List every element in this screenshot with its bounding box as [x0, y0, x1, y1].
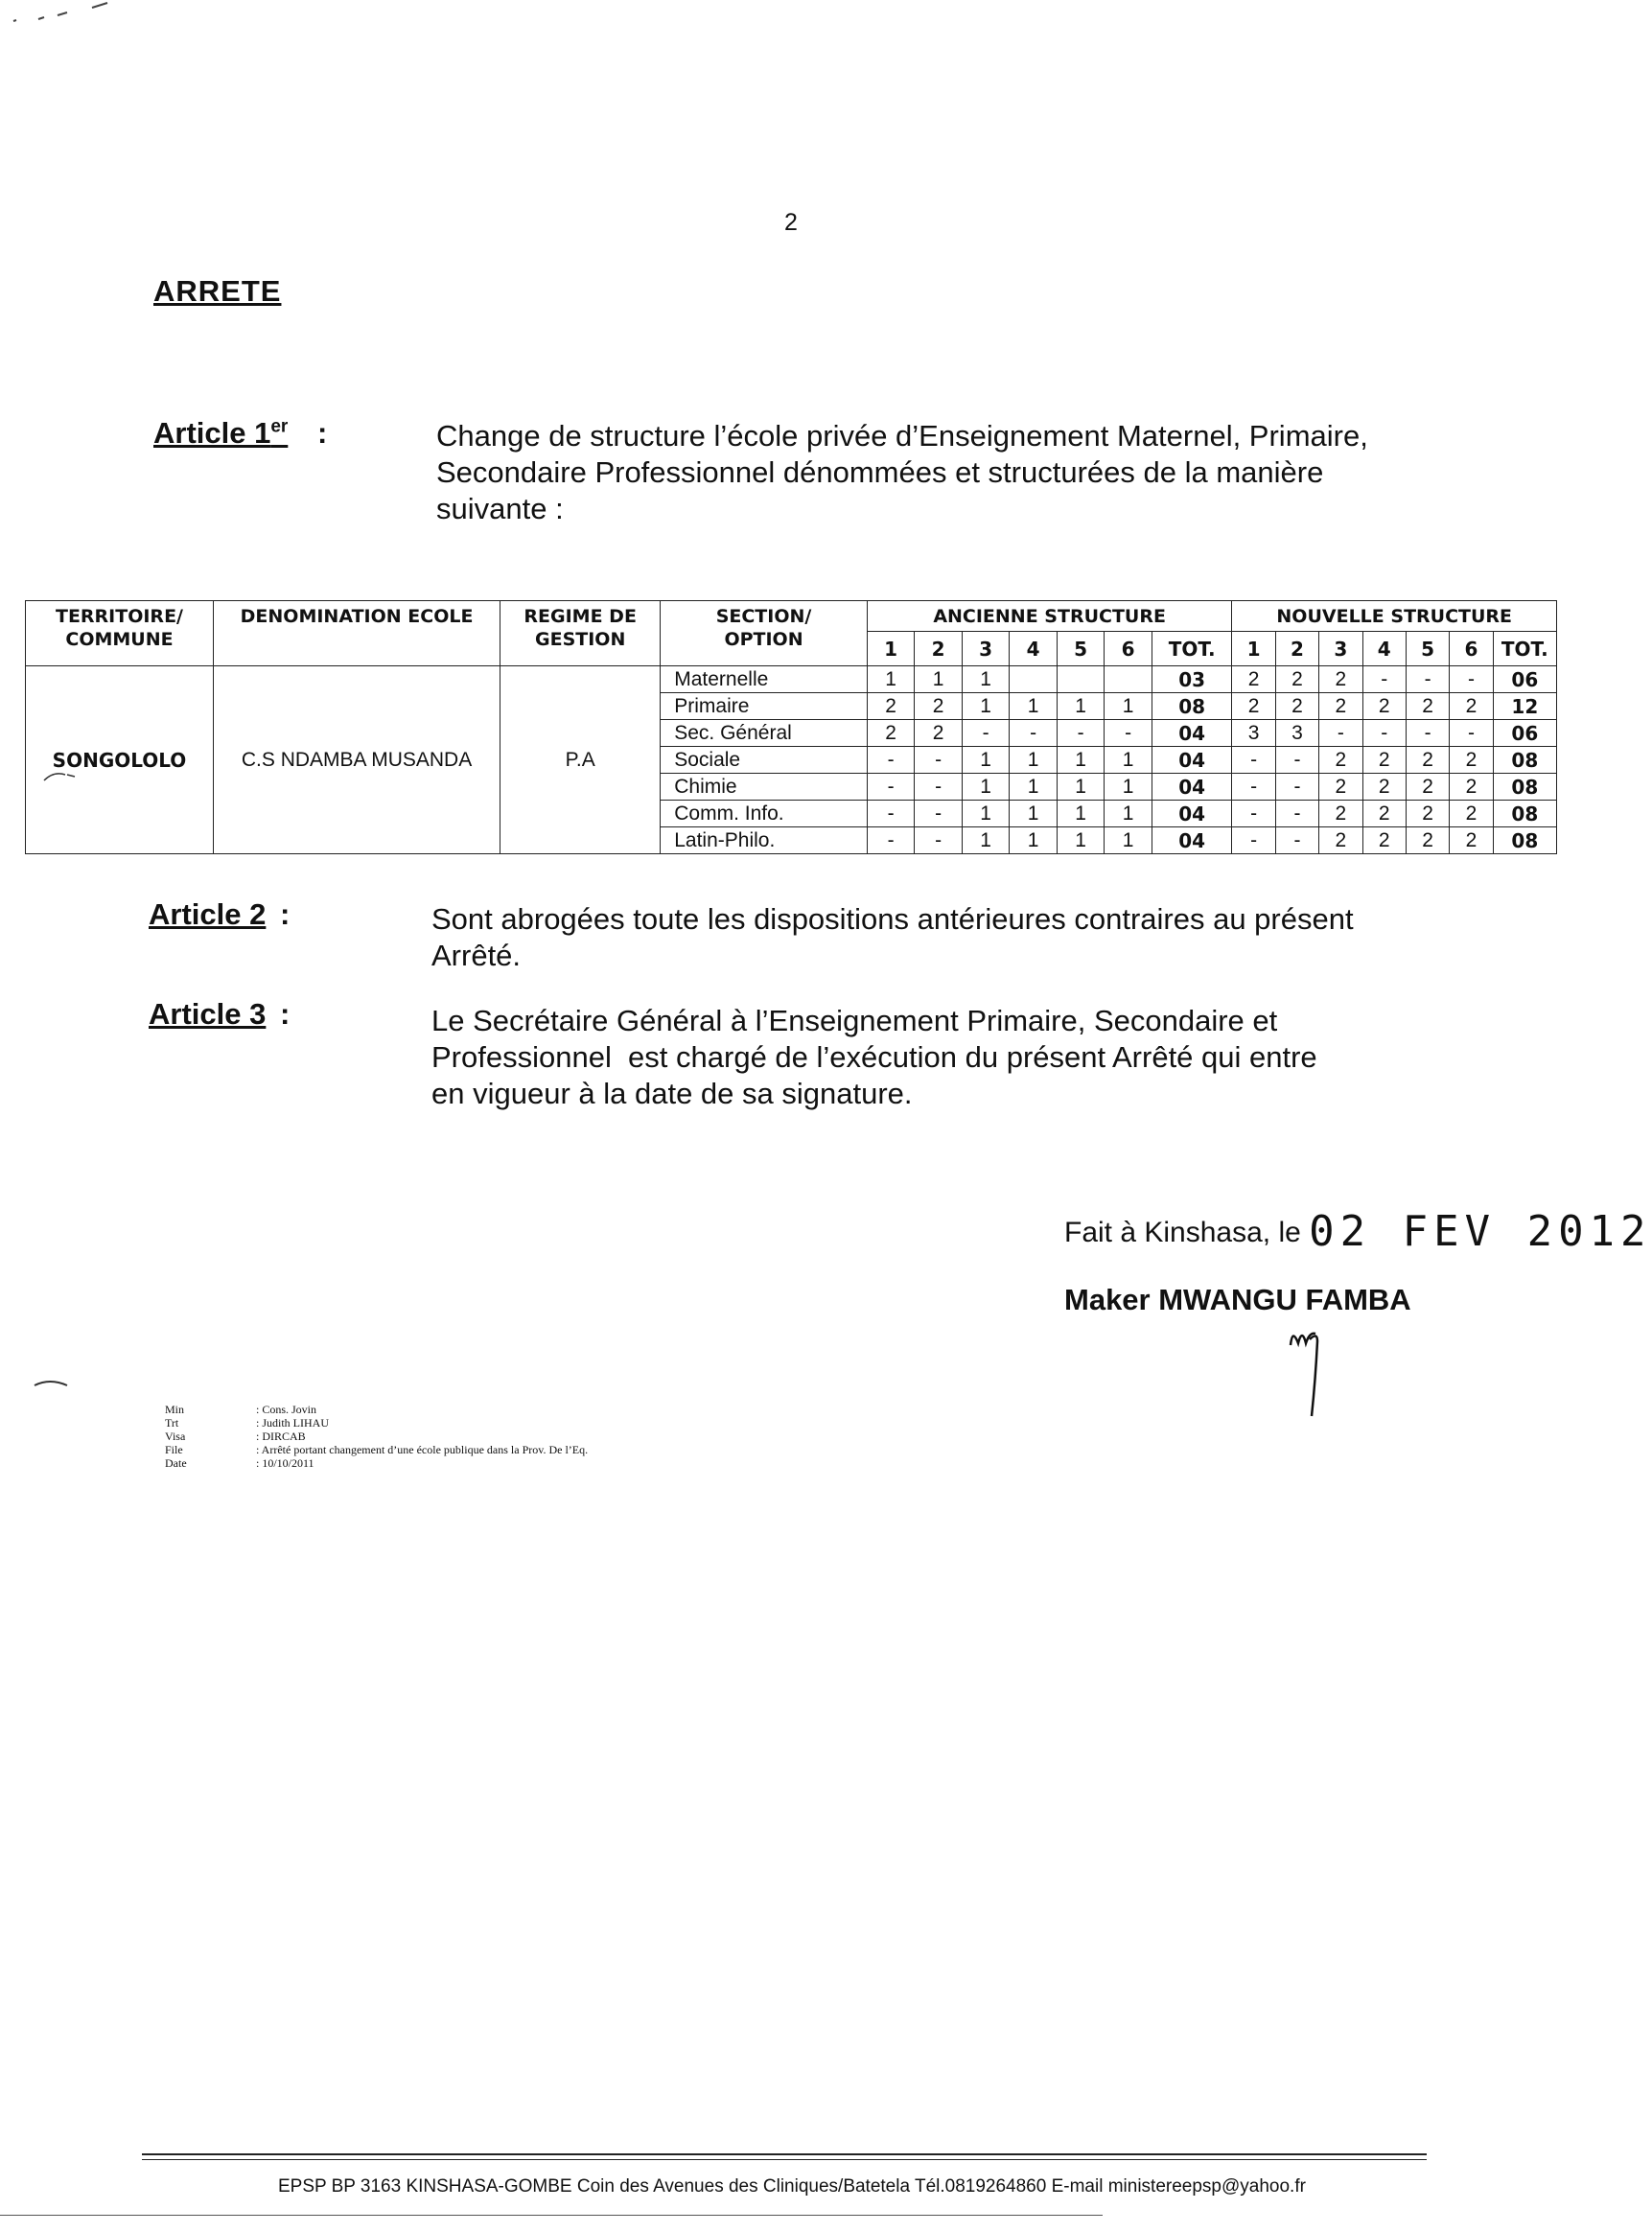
cell-ancienne-class-2: -: [915, 774, 963, 801]
cell-ancienne-class-5: 1: [1057, 774, 1105, 801]
text-line: Change de structure l’école privée d’Enseignement Maternel, Primaire,: [436, 419, 1368, 453]
metadata-value: : DIRCAB: [256, 1430, 306, 1443]
header-class-3: 3: [1319, 632, 1362, 666]
article-3-label: Article 3 :: [149, 997, 291, 1031]
header-section: SECTION/ OPTION: [661, 601, 868, 666]
cell-nouvelle-class-6: 2: [1450, 693, 1493, 720]
cell-ancienne-total: 03: [1152, 666, 1232, 693]
header-tot: TOT.: [1493, 632, 1556, 666]
cell-nouvelle-class-4: 2: [1362, 827, 1406, 854]
cell-ancienne-class-3: 1: [962, 693, 1010, 720]
bottom-divider: [0, 2215, 1103, 2216]
cell-ancienne-class-4: 1: [1010, 747, 1058, 774]
footer-address: EPSP BP 3163 KINSHASA-GOMBE Coin des Avenues des Cliniques/Batetela Tél.0819264860 E-mail ministereepsp@yahoo.fr: [278, 2176, 1306, 2197]
header-denomination: DENOMINATION ECOLE: [213, 601, 500, 666]
cell-nouvelle-total: 06: [1493, 720, 1556, 747]
header-territoire: TERRITOIRE/ COMMUNE: [26, 601, 214, 666]
cell-nouvelle-class-2: 2: [1275, 693, 1318, 720]
header-tot: TOT.: [1152, 632, 1232, 666]
scan-marks: [0, 0, 134, 38]
metadata-key: Min: [165, 1403, 185, 1416]
cell-territoire: SONGOLOLO: [26, 666, 214, 854]
cell-nouvelle-class-1: -: [1232, 801, 1275, 827]
cell-ancienne-class-6: 1: [1105, 747, 1152, 774]
cell-nouvelle-class-3: 2: [1319, 666, 1362, 693]
cell-nouvelle-class-3: 2: [1319, 774, 1362, 801]
cell-ancienne-class-2: 2: [915, 720, 963, 747]
cell-ancienne-class-2: -: [915, 747, 963, 774]
cell-ancienne-class-4: 1: [1010, 827, 1058, 854]
metadata-key: File: [165, 1443, 183, 1456]
cell-nouvelle-class-2: 3: [1275, 720, 1318, 747]
text-line: Arrêté.: [431, 939, 522, 972]
cell-ancienne-class-6: [1105, 666, 1152, 693]
header-class-3: 3: [962, 632, 1010, 666]
cell-nouvelle-total: 08: [1493, 827, 1556, 854]
text-line: Secondaire Professionnel dénommées et structurées de la manière: [436, 455, 1324, 489]
cell-ancienne-class-3: 1: [962, 747, 1010, 774]
cell-ancienne-class-1: -: [867, 774, 915, 801]
cell-ancienne-class-2: -: [915, 801, 963, 827]
cell-nouvelle-class-5: 2: [1406, 693, 1449, 720]
cell-section: Maternelle: [661, 666, 868, 693]
cell-section: Chimie: [661, 774, 868, 801]
cell-ancienne-total: 04: [1152, 747, 1232, 774]
cell-nouvelle-class-3: 2: [1319, 693, 1362, 720]
cell-nouvelle-class-5: 2: [1406, 747, 1449, 774]
cell-nouvelle-class-3: 2: [1319, 827, 1362, 854]
cell-nouvelle-class-1: 2: [1232, 666, 1275, 693]
metadata-row: [165, 1403, 588, 1416]
cell-ancienne-class-4: 1: [1010, 801, 1058, 827]
cell-ancienne-class-2: 2: [915, 693, 963, 720]
cell-ancienne-class-1: 2: [867, 693, 915, 720]
metadata-key: Trt: [165, 1416, 179, 1430]
cell-nouvelle-class-1: -: [1232, 827, 1275, 854]
metadata-value: : 10/10/2011: [256, 1456, 314, 1470]
text-line: en vigueur à la date de sa signature.: [431, 1077, 913, 1110]
signatory-name: Maker MWANGU FAMBA: [1064, 1283, 1411, 1316]
cell-ancienne-class-5: [1057, 666, 1105, 693]
signature-place-date: [1064, 1203, 1652, 1256]
place-prefix: Fait à Kinshasa, le: [1064, 1217, 1301, 1248]
metadata-value: : Cons. Jovin: [256, 1403, 317, 1416]
cell-section: Comm. Info.: [661, 801, 868, 827]
cell-ancienne-class-5: 1: [1057, 827, 1105, 854]
cell-nouvelle-class-6: -: [1450, 720, 1493, 747]
metadata-row: [165, 1430, 588, 1443]
header-ancienne-structure: ANCIENNE STRUCTURE: [867, 601, 1232, 632]
handwritten-date: 02 FEV 2012: [1309, 1207, 1652, 1256]
cell-ancienne-class-4: 1: [1010, 774, 1058, 801]
cell-ancienne-class-6: -: [1105, 720, 1152, 747]
school-structure-table: [25, 600, 1557, 854]
cell-nouvelle-class-4: -: [1362, 666, 1406, 693]
article-3-text: [431, 1003, 1438, 1112]
cell-nouvelle-total: 06: [1493, 666, 1556, 693]
metadata-key: Visa: [165, 1430, 186, 1443]
cell-ancienne-class-6: 1: [1105, 774, 1152, 801]
cell-nouvelle-class-6: 2: [1450, 774, 1493, 801]
page-number: 2: [784, 209, 798, 236]
header-class-4: 4: [1010, 632, 1058, 666]
cell-nouvelle-total: 08: [1493, 747, 1556, 774]
cell-ancienne-class-2: 1: [915, 666, 963, 693]
text-line: Sont abrogées toute les dispositions antérieures contraires au présent: [431, 902, 1354, 936]
header-class-2: 2: [915, 632, 963, 666]
footer-divider: [142, 2159, 1427, 2160]
cell-ancienne-class-6: 1: [1105, 693, 1152, 720]
article-1-label: Article 1er :: [153, 416, 328, 450]
pen-mark: [33, 1376, 71, 1389]
article-2-text: [431, 901, 1438, 974]
cell-section: Latin-Philo.: [661, 827, 868, 854]
header-class-6: 6: [1105, 632, 1152, 666]
text-line: Le Secrétaire Général à l’Enseignement Primaire, Secondaire et: [431, 1004, 1278, 1037]
cell-nouvelle-total: 08: [1493, 801, 1556, 827]
cell-ancienne-class-3: 1: [962, 827, 1010, 854]
header-class-4: 4: [1362, 632, 1406, 666]
cell-nouvelle-class-5: -: [1406, 666, 1449, 693]
article-1-text: [436, 418, 1443, 527]
pen-mark: [42, 767, 81, 786]
cell-section: Primaire: [661, 693, 868, 720]
cell-ancienne-class-5: 1: [1057, 747, 1105, 774]
cell-nouvelle-class-1: 3: [1232, 720, 1275, 747]
metadata-row: [165, 1456, 588, 1470]
cell-nouvelle-class-3: -: [1319, 720, 1362, 747]
cell-nouvelle-class-2: -: [1275, 747, 1318, 774]
metadata-row: [165, 1416, 588, 1430]
cell-ancienne-class-1: 2: [867, 720, 915, 747]
header-class-5: 5: [1406, 632, 1449, 666]
header-class-5: 5: [1057, 632, 1105, 666]
cell-regime: P.A: [500, 666, 661, 854]
cell-nouvelle-class-4: 2: [1362, 747, 1406, 774]
document-metadata: [165, 1403, 588, 1470]
footer-divider: [142, 2153, 1427, 2155]
cell-section: Sec. Général: [661, 720, 868, 747]
cell-nouvelle-class-4: 2: [1362, 801, 1406, 827]
cell-ancienne-class-4: 1: [1010, 693, 1058, 720]
cell-nouvelle-class-6: -: [1450, 666, 1493, 693]
cell-nouvelle-class-4: 2: [1362, 693, 1406, 720]
cell-ancienne-class-5: 1: [1057, 693, 1105, 720]
cell-ancienne-total: 04: [1152, 774, 1232, 801]
article-2-label: Article 2 :: [149, 897, 291, 931]
cell-ancienne-total: 04: [1152, 720, 1232, 747]
cell-ancienne-class-1: -: [867, 747, 915, 774]
cell-ancienne-class-6: 1: [1105, 827, 1152, 854]
table-row: [26, 666, 1557, 693]
text-line: Professionnel est chargé de l’exécution du présent Arrêté qui entre: [431, 1040, 1317, 1074]
cell-nouvelle-class-1: -: [1232, 747, 1275, 774]
cell-ancienne-class-3: 1: [962, 774, 1010, 801]
cell-ancienne-class-1: 1: [867, 666, 915, 693]
cell-nouvelle-class-2: -: [1275, 827, 1318, 854]
cell-nouvelle-class-5: 2: [1406, 827, 1449, 854]
header-class-1: 1: [867, 632, 915, 666]
cell-nouvelle-class-2: -: [1275, 774, 1318, 801]
cell-ancienne-class-4: -: [1010, 720, 1058, 747]
metadata-value: : Arrêté portant changement d’une école publique dans la Prov. De l’Eq.: [256, 1443, 589, 1456]
cell-nouvelle-total: 08: [1493, 774, 1556, 801]
cell-nouvelle-class-6: 2: [1450, 801, 1493, 827]
handwritten-signature: [1285, 1318, 1342, 1424]
cell-ancienne-class-1: -: [867, 827, 915, 854]
cell-nouvelle-class-3: 2: [1319, 747, 1362, 774]
cell-nouvelle-class-2: 2: [1275, 666, 1318, 693]
cell-ancienne-class-1: -: [867, 801, 915, 827]
cell-ancienne-class-4: [1010, 666, 1058, 693]
cell-denomination: C.S NDAMBA MUSANDA: [213, 666, 500, 854]
cell-ancienne-class-6: 1: [1105, 801, 1152, 827]
header-class-1: 1: [1232, 632, 1275, 666]
cell-nouvelle-class-1: -: [1232, 774, 1275, 801]
cell-ancienne-class-3: 1: [962, 801, 1010, 827]
cell-ancienne-class-3: 1: [962, 666, 1010, 693]
cell-section: Sociale: [661, 747, 868, 774]
metadata-value: : Judith LIHAU: [256, 1416, 329, 1430]
cell-nouvelle-class-3: 2: [1319, 801, 1362, 827]
cell-ancienne-class-3: -: [962, 720, 1010, 747]
metadata-row: [165, 1443, 588, 1456]
cell-nouvelle-class-2: -: [1275, 801, 1318, 827]
header-regime: REGIME DE GESTION: [500, 601, 661, 666]
cell-ancienne-class-5: 1: [1057, 801, 1105, 827]
header-nouvelle-structure: NOUVELLE STRUCTURE: [1232, 601, 1557, 632]
cell-nouvelle-class-5: 2: [1406, 774, 1449, 801]
cell-nouvelle-class-6: 2: [1450, 747, 1493, 774]
cell-nouvelle-class-1: 2: [1232, 693, 1275, 720]
cell-ancienne-class-2: -: [915, 827, 963, 854]
cell-ancienne-class-5: -: [1057, 720, 1105, 747]
cell-nouvelle-class-4: -: [1362, 720, 1406, 747]
cell-nouvelle-class-5: -: [1406, 720, 1449, 747]
document-heading: ARRETE: [153, 274, 282, 308]
cell-ancienne-total: 04: [1152, 827, 1232, 854]
header-class-6: 6: [1450, 632, 1493, 666]
cell-nouvelle-class-5: 2: [1406, 801, 1449, 827]
cell-nouvelle-class-4: 2: [1362, 774, 1406, 801]
metadata-key: Date: [165, 1456, 187, 1470]
text-line: suivante :: [436, 492, 564, 525]
header-class-2: 2: [1275, 632, 1318, 666]
cell-ancienne-total: 08: [1152, 693, 1232, 720]
cell-nouvelle-total: 12: [1493, 693, 1556, 720]
cell-ancienne-total: 04: [1152, 801, 1232, 827]
cell-nouvelle-class-6: 2: [1450, 827, 1493, 854]
